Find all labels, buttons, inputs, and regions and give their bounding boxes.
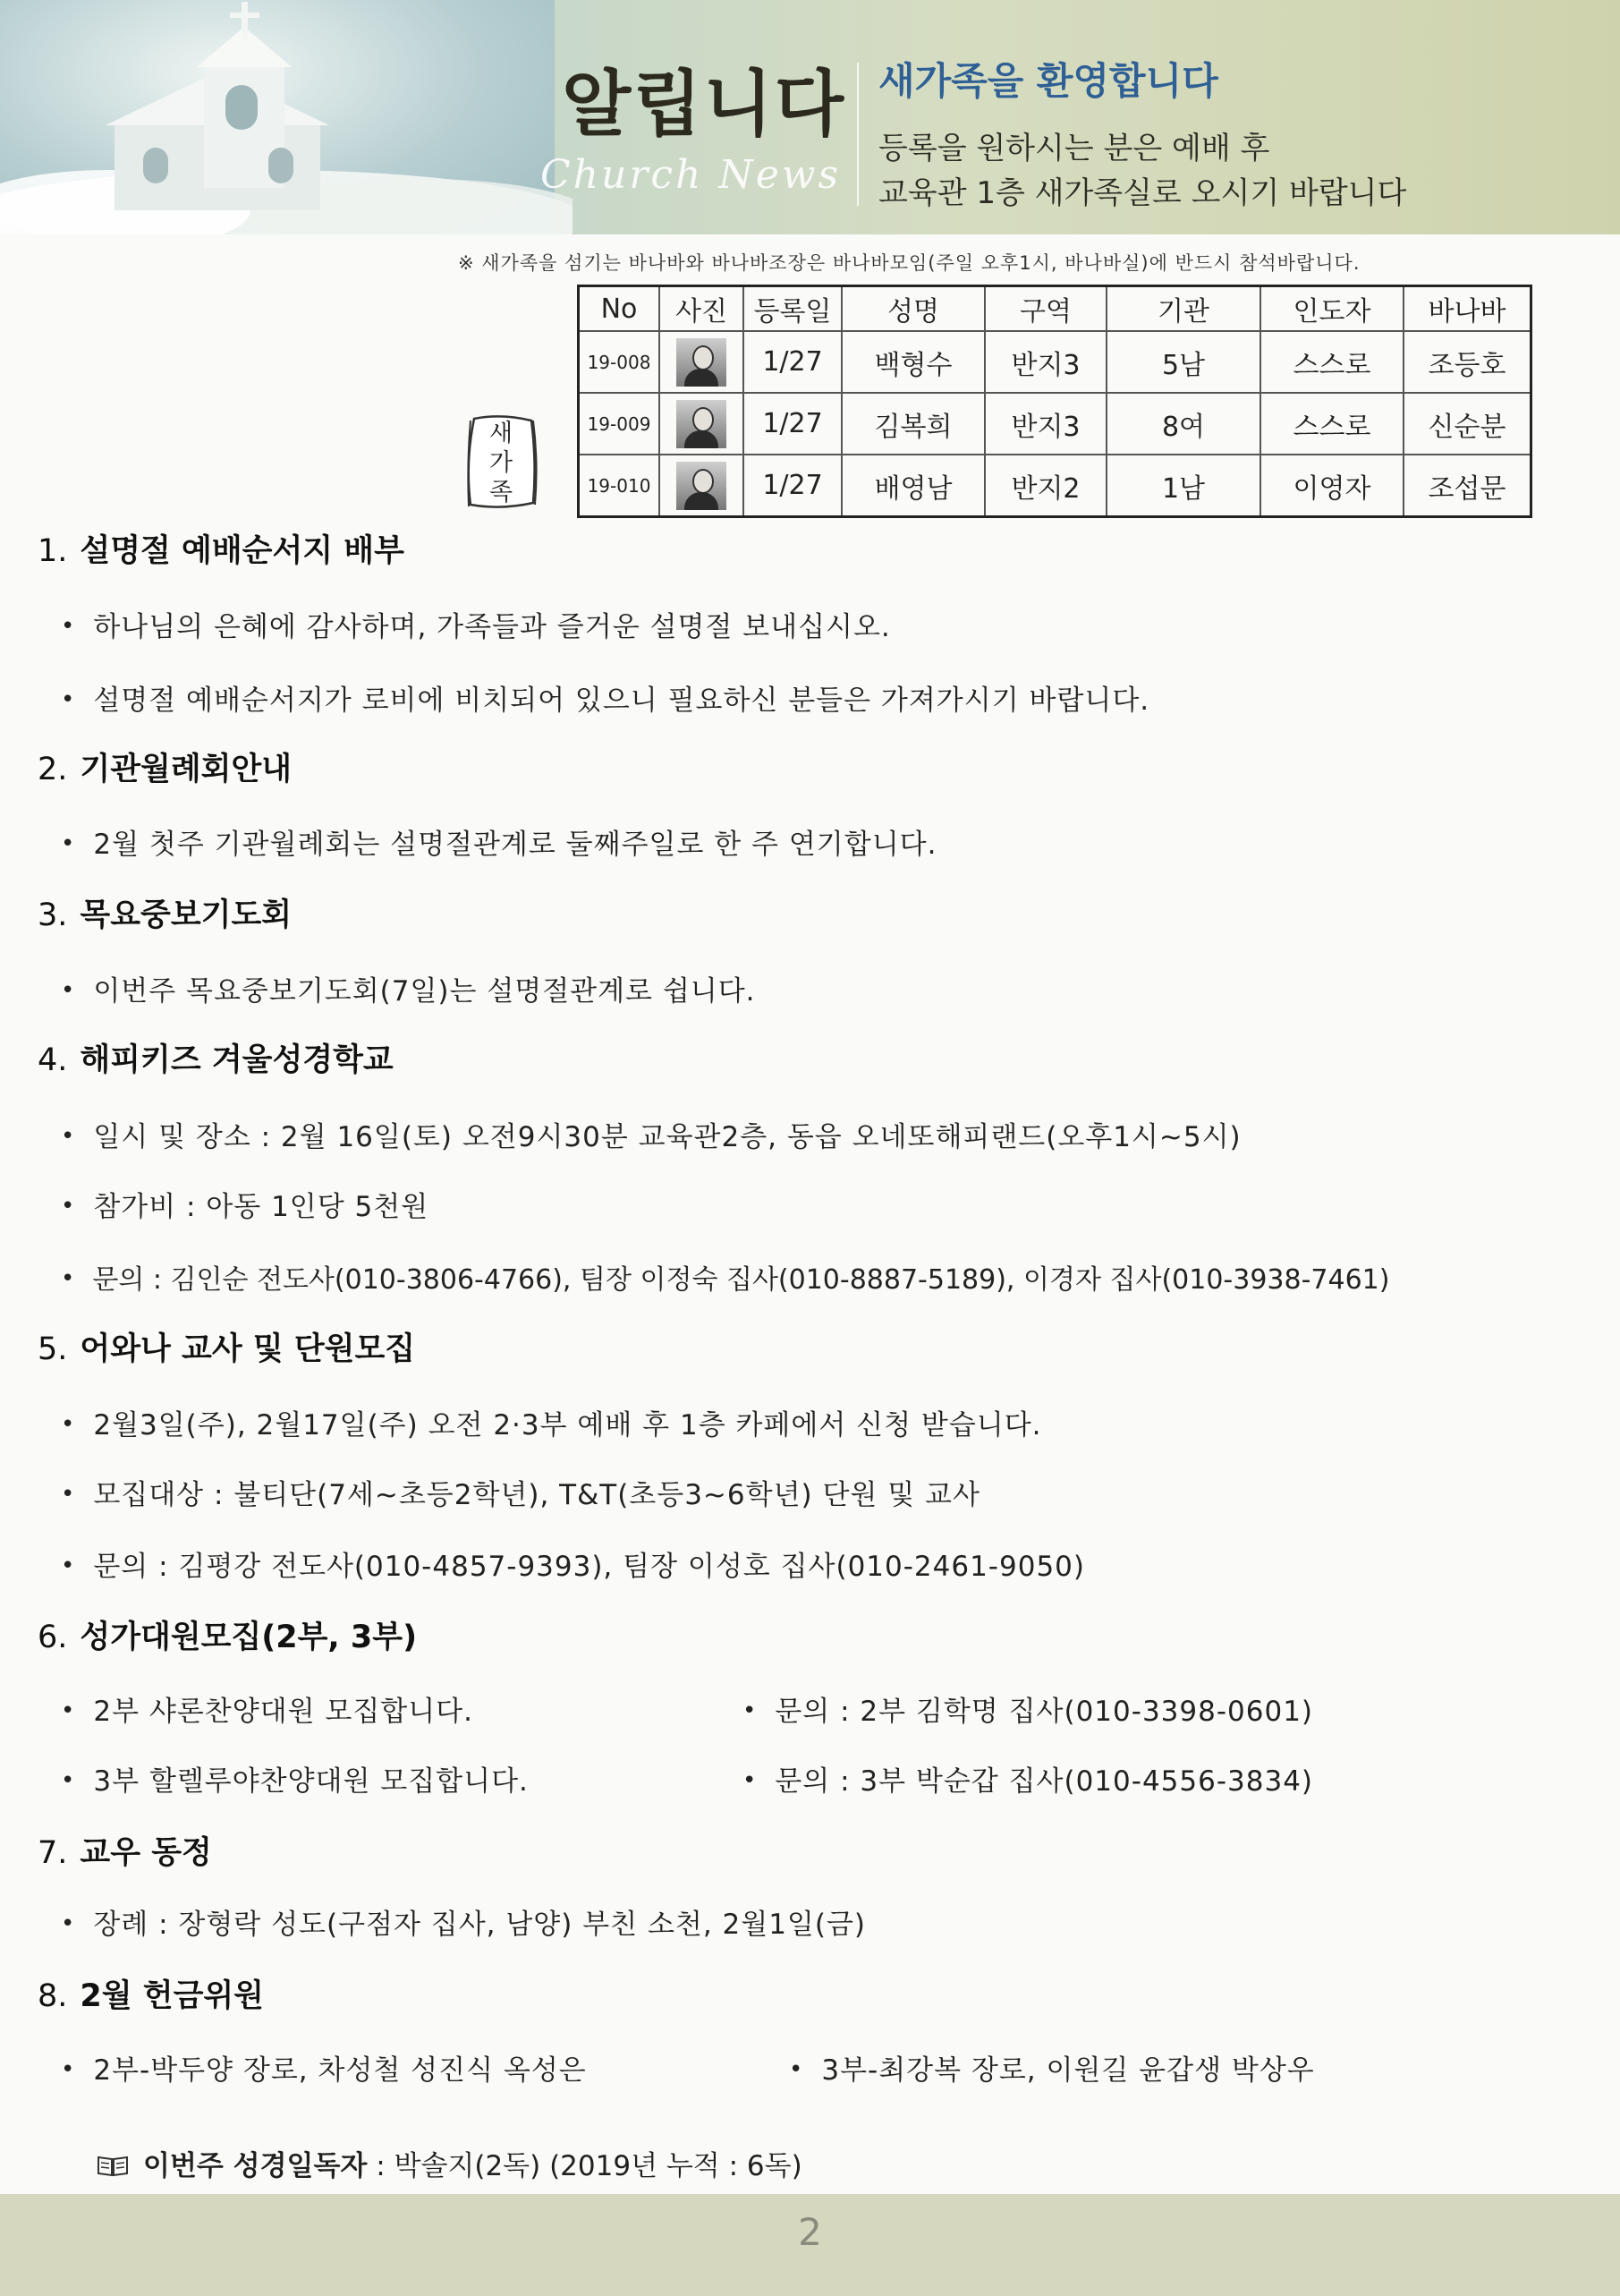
bullet-icon: • xyxy=(742,1767,758,1794)
open-book-icon xyxy=(97,2154,129,2177)
cell-org: 1남 xyxy=(1107,455,1260,517)
table-row xyxy=(579,455,1531,517)
person-photo-icon xyxy=(676,338,726,387)
notice-item: • 장례 : 장형락 성도(구점자 집사, 남양) 부친 소천, 2월1일(금) xyxy=(61,1909,867,1941)
page-number: 2 xyxy=(798,2210,822,2254)
notice-item: • 이번주 목요중보기도회(7일)는 설명절관계로 쉽니다. xyxy=(61,975,756,1008)
page-subtitle: Church News xyxy=(540,152,842,198)
notice-heading: 2. 기관월례회안내 xyxy=(38,752,293,787)
cell-guide: 스스로 xyxy=(1260,331,1404,393)
cell-name: 배영남 xyxy=(842,455,985,517)
column-header: No xyxy=(579,286,660,332)
bullet-icon: • xyxy=(61,1123,76,1150)
bible-reader-value: : 박솔지(2독) (2019년 누적 : 6독) xyxy=(367,2150,802,2182)
bullet-icon: • xyxy=(61,1193,76,1220)
cell-photo xyxy=(659,393,743,455)
notice-heading: 7. 교우 동정 xyxy=(38,1835,212,1871)
cell-barnabas: 신순분 xyxy=(1404,393,1531,455)
bullet-icon: • xyxy=(61,1411,76,1438)
cell-no: 19-010 xyxy=(579,455,660,517)
table-row xyxy=(579,331,1531,393)
bullet-icon: • xyxy=(61,1910,76,1937)
column-header: 등록일 xyxy=(743,286,842,332)
notice-item: • 설명절 예배순서지가 로비에 비치되어 있으니 필요하신 분들은 가져가시기 바랍니다. xyxy=(61,685,1150,717)
bullet-icon: • xyxy=(789,2056,804,2083)
welcome-heading: 새가족을 환영합니다 xyxy=(878,59,1218,103)
bullet-icon: • xyxy=(742,1697,758,1724)
page-header xyxy=(0,0,1620,234)
cell-photo xyxy=(659,331,743,393)
cell-date: 1/27 xyxy=(743,331,842,393)
notice-heading: 3. 목요중보기도회 xyxy=(38,897,293,933)
bullet-icon: • xyxy=(61,830,76,857)
notice-item: • 3부-최강복 장로, 이원길 윤갑생 박상우 xyxy=(789,2054,1315,2087)
notice-item: • 2월3일(주), 2월17일(주) 오전 2·3부 예배 후 1층 카페에서 신청 받습니다. xyxy=(61,1409,1042,1441)
table-header-row xyxy=(579,286,1531,332)
notice-item: • 문의 : 2부 김학명 집사(010-3398-0601) xyxy=(742,1696,1314,1728)
notice-item: • 문의 : 김인순 전도사(010-3806-4766), 팀장 이정숙 집사(010-8887-5189), 이경자 집사(010-3938-7461) xyxy=(61,1264,1390,1296)
bible-reader-label: 이번주 성경일독자 xyxy=(143,2150,368,2182)
bullet-icon: • xyxy=(61,1697,76,1724)
notice-item: • 문의 : 김평강 전도사(010-4857-9393), 팀장 이성호 집사(010-2461-9050) xyxy=(61,1551,1085,1583)
bullet-icon: • xyxy=(61,686,76,713)
notice-item: • 3부 할렐루야찬양대원 모집합니다. xyxy=(61,1765,529,1798)
notice-heading: 6. 성가대원모집(2부, 3부) xyxy=(38,1620,418,1655)
notice-item: • 2월 첫주 기관월례회는 설명절관계로 둘째주일로 한 주 연기합니다. xyxy=(61,829,937,861)
column-header: 바나바 xyxy=(1404,286,1531,332)
column-header: 기관 xyxy=(1107,286,1260,332)
cell-no: 19-008 xyxy=(579,331,660,393)
notice-item: • 2부-박두양 장로, 차성철 성진식 옥성은 xyxy=(61,2054,587,2087)
cell-name: 백형수 xyxy=(842,331,985,393)
bullet-icon: • xyxy=(61,1265,75,1292)
welcome-line: 교육관 1층 새가족실로 오시기 바랍니다 xyxy=(878,175,1407,211)
notice-heading: 8. 2월 헌금위원 xyxy=(38,1978,264,2014)
bible-reader-line xyxy=(97,2143,802,2183)
cell-date: 1/27 xyxy=(743,393,842,455)
cell-guide: 이영자 xyxy=(1260,455,1404,517)
notice-item: • 일시 및 장소 : 2월 16일(토) 오전9시30분 교육관2층, 동읍 오네또해피랜드(오후1시~5시) xyxy=(61,1121,1242,1153)
cell-area: 반지2 xyxy=(985,455,1107,517)
page-title: 알립니다 xyxy=(562,63,846,146)
column-header: 구역 xyxy=(985,286,1107,332)
notice-heading: 1. 설명절 예배순서지 배부 xyxy=(38,533,404,569)
cell-name: 김복희 xyxy=(842,393,985,455)
bullet-icon: • xyxy=(61,1552,76,1579)
notice-item: • 문의 : 3부 박순갑 집사(010-4556-3834) xyxy=(742,1765,1314,1798)
cell-guide: 스스로 xyxy=(1260,393,1404,455)
notice-heading: 5. 어와나 교사 및 단원모집 xyxy=(38,1331,416,1367)
header-divider xyxy=(857,63,859,206)
column-header: 사진 xyxy=(659,286,743,332)
barnabas-note: ※ 새가족을 섬기는 바나바와 바나바조장은 바나바모임(주일 오후1시, 바나바실)에 반드시 참석바랍니다. xyxy=(458,252,1361,274)
bullet-icon: • xyxy=(61,2056,76,2083)
cell-no: 19-009 xyxy=(579,393,660,455)
table-row xyxy=(579,393,1531,455)
church-illustration-icon xyxy=(0,0,573,234)
cell-area: 반지3 xyxy=(985,393,1107,455)
cell-barnabas: 조섭문 xyxy=(1404,455,1531,517)
person-photo-icon xyxy=(676,462,726,510)
cell-org: 5남 xyxy=(1107,331,1260,393)
bullet-icon: • xyxy=(61,1767,76,1794)
cell-org: 8여 xyxy=(1107,393,1260,455)
notice-item: • 참가비 : 아동 1인당 5천원 xyxy=(61,1191,429,1223)
cell-barnabas: 조등호 xyxy=(1404,331,1531,393)
notice-item: • 2부 샤론찬양대원 모집합니다. xyxy=(61,1696,473,1728)
person-photo-icon xyxy=(676,400,726,448)
notice-heading: 4. 해피키즈 겨울성경학교 xyxy=(38,1042,394,1078)
cell-date: 1/27 xyxy=(743,455,842,517)
new-family-badge-label: 새 가 족 xyxy=(488,420,513,506)
new-family-table xyxy=(577,285,1532,518)
bullet-icon: • xyxy=(61,613,76,640)
cell-photo xyxy=(659,455,743,517)
bullet-icon: • xyxy=(61,1481,76,1508)
notice-item: • 모집대상 : 불티단(7세~초등2학년), T&T(초등3~6학년) 단원 및 교사 xyxy=(61,1479,980,1511)
cell-area: 반지3 xyxy=(985,331,1107,393)
column-header: 인도자 xyxy=(1260,286,1404,332)
bullet-icon: • xyxy=(61,977,76,1004)
column-header: 성명 xyxy=(842,286,985,332)
notice-item: • 하나님의 은혜에 감사하며, 가족들과 즐거운 설명절 보내십시오. xyxy=(61,611,891,643)
welcome-line: 등록을 원하시는 분은 예배 후 xyxy=(878,131,1270,166)
